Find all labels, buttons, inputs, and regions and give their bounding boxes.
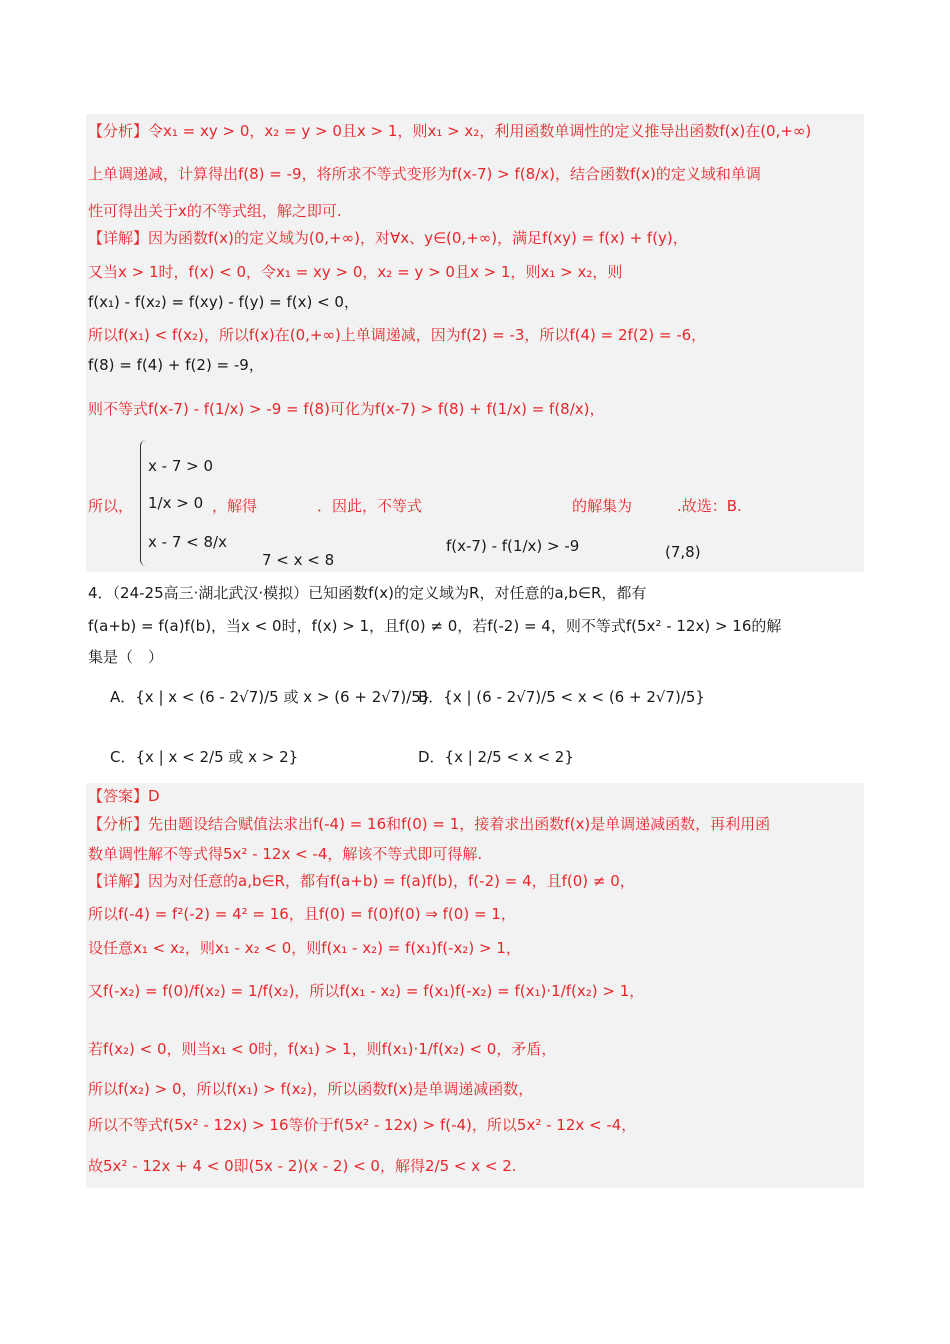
problem-4-stem-1: 4．（24-25高三·湖北武汉·模拟）已知函数f(x)的定义域为R，对任意的a,b∈R，都有: [88, 584, 647, 602]
analysis-line-3: 性可得出关于x的不等式组，解之即可.: [88, 202, 342, 220]
p4-analysis-line-1: 【分析】先由题设结合赋值法求出f(-4) = 16和f(0) = 1，接着求出函数f(x)是单调递减函数，再利用函: [88, 815, 771, 833]
detail-line-1: 【详解】因为函数f(x)的定义域为(0,+∞)，对∀x、y∈(0,+∞)，满足f(xy) = f(x) + f(y)，: [88, 229, 688, 247]
p4-detail-line-6: 所以f(x₂) > 0，所以f(x₁) > f(x₂)，所以函数f(x)是单调递减函数，: [88, 1080, 534, 1098]
analysis-line-1: 【分析】令x₁ = xy > 0，x₂ = y > 0且x > 1，则x₁ > x₂，利用函数单调性的定义推导出函数f(x)在(0,+∞): [88, 122, 812, 140]
system-row-2: 1/x > 0: [148, 494, 204, 512]
analysis-line-2: 上单调递减，计算得出f(8) = -9，将所求不等式变形为f(x-7) > f(8/x)，结合函数f(x)的定义域和单调: [88, 165, 761, 183]
conclusion-text: ，解得 ．因此，不等式 的解集为 .故选：B.: [212, 497, 742, 515]
detail-line-5: f(8) = f(4) + f(2) = -9，: [88, 356, 264, 374]
system-prefix: 所以，: [88, 497, 134, 515]
option-d[interactable]: D．{x | 2/5 < x < 2}: [418, 748, 574, 766]
option-c[interactable]: C．{x | x < 2/5 或 x > 2}: [110, 748, 299, 766]
p4-detail-line-4: 又f(-x₂) = f(0)/f(x₂) = 1/f(x₂)，所以f(x₁ - x₂) = f(x₁)f(-x₂) = f(x₁)·1/f(x₂) > 1，: [88, 982, 645, 1000]
p4-detail-line-3: 设任意x₁ < x₂，则x₁ - x₂ < 0，则f(x₁ - x₂) = f(x₁)f(-x₂) > 1，: [88, 939, 521, 957]
p4-detail-line-1: 【详解】因为对任意的a,b∈R，都有f(a+b) = f(a)f(b)，f(-2) = 4，且f(0) ≠ 0，: [88, 872, 635, 890]
option-a[interactable]: A．{x | x < (6 - 2√7)/5 或 x > (6 + 2√7)/5}: [110, 688, 431, 706]
p4-detail-line-7: 所以不等式f(5x² - 12x) > 16等价于f(5x² - 12x) > f(-4)，所以5x² - 12x < -4，: [88, 1116, 637, 1134]
system-row-3: x - 7 < 8/x: [148, 533, 227, 551]
p4-detail-line-2: 所以f(-4) = f²(-2) = 4² = 16，且f(0) = f(0)f(0) ⇒ f(0) = 1，: [88, 905, 516, 923]
detail-line-3: f(x₁) - f(x₂) = f(xy) - f(y) = f(x) < 0，: [88, 293, 359, 311]
solution-set: (7,8): [665, 543, 701, 561]
problem-4-stem-2: f(a+b) = f(a)f(b)，当x < 0时，f(x) > 1，且f(0) ≠ 0，若f(-2) = 4，则不等式f(5x² - 12x) > 16的解: [88, 617, 782, 635]
answer-line: 【答案】D: [88, 787, 160, 805]
inequality-expression: f(x-7) - f(1/x) > -9: [446, 537, 580, 555]
detail-line-4: 所以f(x₁) < f(x₂)，所以f(x)在(0,+∞)上单调递减，因为f(2) = -3，所以f(4) = 2f(2) = -6，: [88, 326, 707, 344]
p4-analysis-line-2: 数单调性解不等式得5x² - 12x < -4，解该不等式即可得解.: [88, 845, 483, 863]
detail-line-6: 则不等式f(x-7) - f(1/x) > -9 = f(8)可化为f(x-7) > f(8) + f(1/x) = f(8/x)，: [88, 400, 605, 418]
option-b[interactable]: B．{x | (6 - 2√7)/5 < x < (6 + 2√7)/5}: [418, 688, 705, 706]
detail-line-2: 又当x > 1时，f(x) < 0，令x₁ = xy > 0，x₂ = y > 0且x > 1，则x₁ > x₂，则: [88, 263, 623, 281]
system-row-1: x - 7 > 0: [148, 457, 214, 475]
system-brace: [140, 440, 146, 566]
p4-detail-line-5: 若f(x₂) < 0，则当x₁ < 0时，f(x₁) > 1，则f(x₁)·1/f(x₂) < 0，矛盾，: [88, 1040, 557, 1058]
problem-4-stem-3: 集是（ ）: [88, 648, 164, 666]
p4-detail-line-8: 故5x² - 12x + 4 < 0即(5x - 2)(x - 2) < 0，解得2/5 < x < 2.: [88, 1157, 517, 1175]
solution-value: 7 < x < 8: [262, 551, 335, 569]
